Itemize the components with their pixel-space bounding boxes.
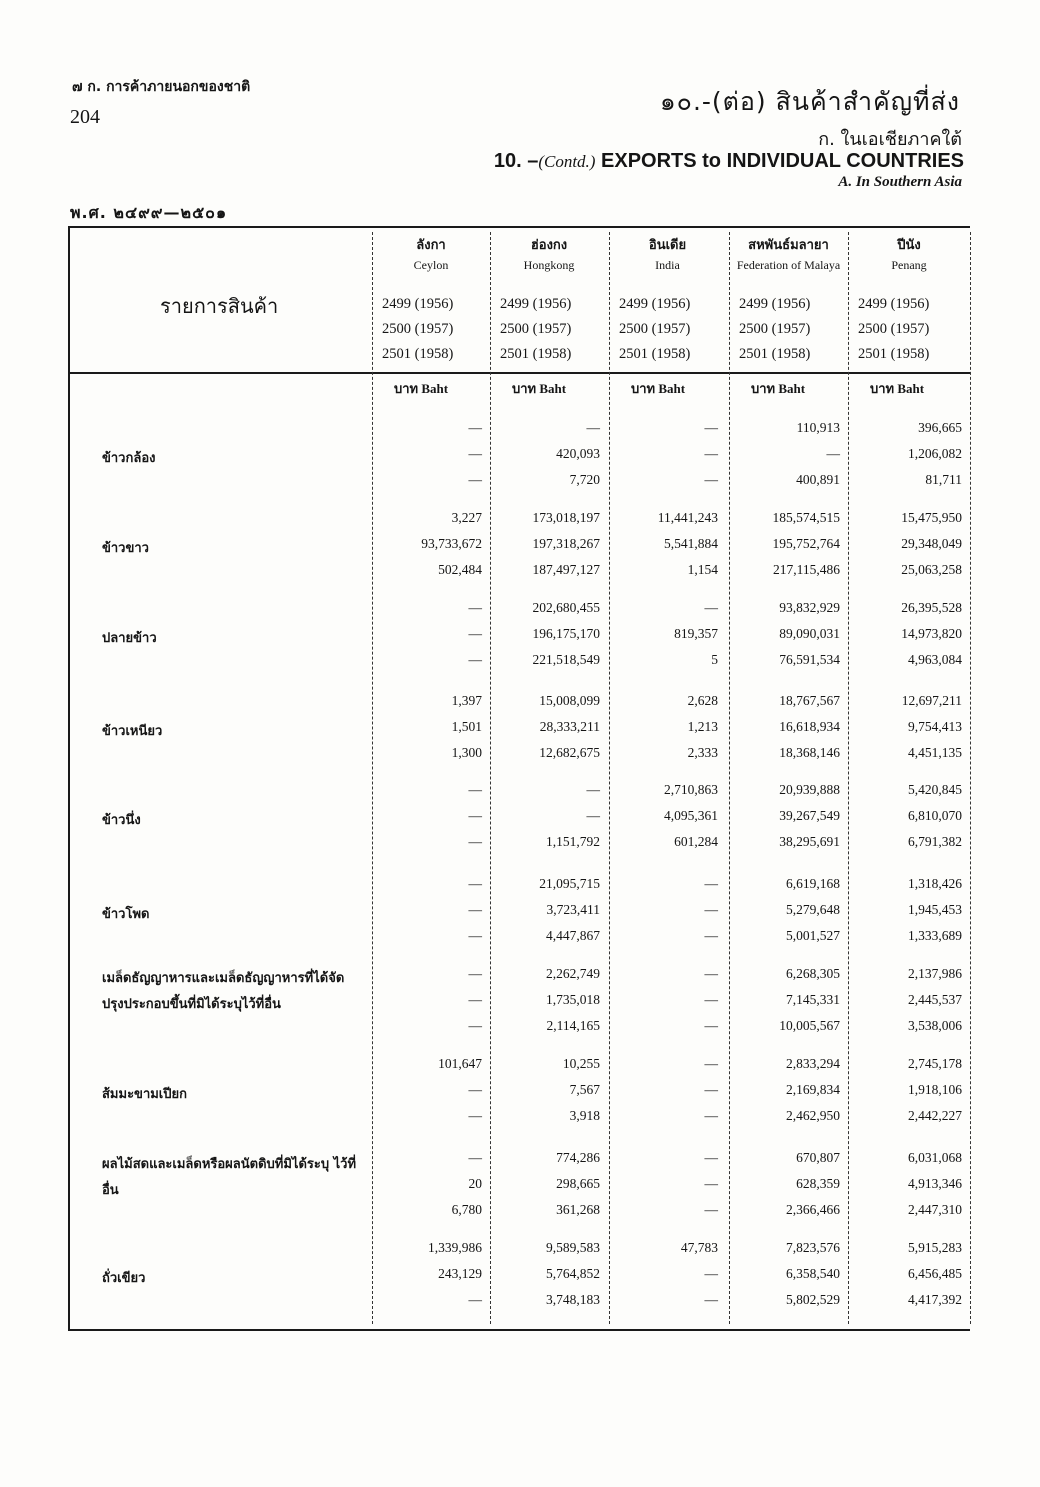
table-cell: — <box>468 876 482 891</box>
year-label: 2501 (1958) <box>500 346 572 362</box>
table-cell: 6,791,382 <box>908 834 962 849</box>
table-cell: 217,115,486 <box>773 562 840 577</box>
commodity-label: ข้าวขาว <box>102 541 149 556</box>
table-cell: — <box>468 1150 482 1165</box>
title-english <box>494 150 964 173</box>
year-label: 2499 (1956) <box>619 296 691 312</box>
year-label: 2499 (1956) <box>500 296 572 312</box>
table-cell: 6,619,168 <box>786 876 840 891</box>
table-cell: 7,145,331 <box>786 992 840 1007</box>
table-cell: — <box>468 626 482 641</box>
table-cell: 1,151,792 <box>546 834 600 849</box>
table-cell: — <box>468 600 482 615</box>
stub-header: รายการสินค้า <box>160 294 279 318</box>
unit-label: บาท Baht <box>512 381 567 396</box>
table-cell: 361,268 <box>556 1202 600 1217</box>
year-label: 2500 (1957) <box>739 321 811 337</box>
table-cell: 1,333,689 <box>908 928 962 943</box>
table-cell: 298,665 <box>556 1176 600 1191</box>
table-cell: 6,810,070 <box>908 808 962 823</box>
table-cell: 110,913 <box>796 420 840 435</box>
table-cell: — <box>704 902 718 917</box>
column-separator <box>970 232 971 1324</box>
table-cell: 400,891 <box>796 472 840 487</box>
table-cell: — <box>704 1202 718 1217</box>
table-cell: 243,129 <box>438 1266 482 1281</box>
section-label: ๗ ก. การค้าภายนอกของชาติ <box>72 79 251 95</box>
table-cell: 25,063,258 <box>901 562 962 577</box>
title-en-contd: (Contd.) <box>538 152 596 171</box>
table-cell: 10,255 <box>562 1056 600 1071</box>
table-cell: 2,442,227 <box>908 1108 962 1123</box>
column-header-thai: ลังกา <box>416 238 446 253</box>
table-cell: 18,767,567 <box>779 693 840 708</box>
table-cell: 4,913,346 <box>908 1176 962 1191</box>
table-cell: 3,538,006 <box>908 1018 962 1033</box>
table-cell: 2,710,863 <box>664 782 718 797</box>
table-cell: 20 <box>468 1176 482 1191</box>
table-cell: 76,591,534 <box>779 652 840 667</box>
table-header-rule <box>68 372 970 374</box>
title-en-text: EXPORTS to INDIVIDUAL COUNTRIES <box>595 150 964 172</box>
table-cell: 2,833,294 <box>786 1056 840 1071</box>
table-cell: 39,267,549 <box>779 808 840 823</box>
table-cell: 5,279,648 <box>786 902 840 917</box>
table-cell: 26,395,528 <box>901 600 962 615</box>
table-cell: 93,832,929 <box>779 600 840 615</box>
table-cell: 4,417,392 <box>908 1292 962 1307</box>
column-header-english: Federation of Malaya <box>736 258 841 272</box>
table-cell: 197,318,267 <box>532 536 600 551</box>
table-cell: 4,451,135 <box>908 745 962 760</box>
table-cell: 819,357 <box>674 626 718 641</box>
table-cell: 774,286 <box>556 1150 600 1165</box>
table-cell: 10,005,567 <box>779 1018 840 1033</box>
table-cell: 2,462,950 <box>786 1108 840 1123</box>
table-cell: 502,484 <box>438 562 482 577</box>
table-cell: 2,745,178 <box>908 1056 962 1071</box>
commodity-label: ผลไม้สดและเมล็ดหรือผลนัตดิบที่มิได้ระบุ ไว้ที่อื่น <box>102 1157 357 1198</box>
table-cell: 5,764,852 <box>546 1266 600 1281</box>
table-cell: 38,295,691 <box>779 834 840 849</box>
table-cell: 1,945,453 <box>908 902 962 917</box>
title-en-number: 10. – <box>493 150 539 172</box>
commodity-label: ปลายข้าว <box>102 631 157 646</box>
table-cell: 2,169,834 <box>786 1082 840 1097</box>
column-header-english: Ceylon <box>413 258 449 272</box>
table-cell: 6,780 <box>451 1202 482 1217</box>
unit-label: บาท Baht <box>394 381 449 396</box>
table-cell: 3,227 <box>451 510 482 525</box>
table-cell: — <box>468 472 482 487</box>
table-cell: 1,735,018 <box>546 992 600 1007</box>
table-cell: 9,589,583 <box>546 1240 600 1255</box>
table-cell: 1,206,082 <box>908 446 962 461</box>
subtitle-english: A. In Southern Asia <box>838 174 962 190</box>
year-label: 2499 (1956) <box>858 296 930 312</box>
table-cell: — <box>586 420 600 435</box>
column-header-thai: สหพันธ์มลายา <box>748 238 829 253</box>
table-cell: 47,783 <box>680 1240 718 1255</box>
table-cell: — <box>468 1108 482 1123</box>
table-cell: 6,358,540 <box>786 1266 840 1281</box>
table-top-rule <box>68 226 970 228</box>
table-cell: 89,090,031 <box>779 626 840 641</box>
column-header-thai: ฮ่องกง <box>530 238 568 253</box>
table-cell: 420,093 <box>556 446 600 461</box>
commodity-label: ข้าวนึ่ง <box>102 813 141 828</box>
table-cell: — <box>468 834 482 849</box>
year-label: 2500 (1957) <box>858 321 930 337</box>
table-cell: 173,018,197 <box>532 510 600 525</box>
table-cell: 5 <box>711 652 718 667</box>
table-cell: 5,802,529 <box>786 1292 840 1307</box>
table-cell: 14,973,820 <box>901 626 962 641</box>
table-cell: 185,574,515 <box>772 510 840 525</box>
year-label: 2500 (1957) <box>382 321 454 337</box>
table-cell: 6,031,068 <box>908 1150 962 1165</box>
table-cell: 5,541,884 <box>664 536 718 551</box>
table-cell: 7,823,576 <box>786 1240 840 1255</box>
table-cell: 21,095,715 <box>539 876 600 891</box>
table-cell: 187,497,127 <box>532 562 600 577</box>
table-cell: 1,213 <box>687 719 718 734</box>
year-label: 2500 (1957) <box>500 321 572 337</box>
table-cell: 3,723,411 <box>546 902 600 917</box>
table-cell: — <box>704 1056 718 1071</box>
table-cell: 81,711 <box>925 472 962 487</box>
table-bottom-rule <box>68 1329 970 1331</box>
table-cell: — <box>468 928 482 943</box>
table-cell: 195,752,764 <box>772 536 840 551</box>
table-cell: 2,366,466 <box>786 1202 840 1217</box>
column-header-english: Penang <box>891 258 927 272</box>
table-cell: 9,754,413 <box>908 719 962 734</box>
table-cell: 3,918 <box>569 1108 600 1123</box>
table-cell: — <box>704 1176 718 1191</box>
commodity-label: ถั่วเขียว <box>102 1271 146 1286</box>
column-header-english: India <box>655 258 680 272</box>
table-cell: — <box>704 446 718 461</box>
table-cell: 3,748,183 <box>546 1292 600 1307</box>
year-label: 2501 (1958) <box>619 346 691 362</box>
table-cell: — <box>704 1082 718 1097</box>
table-cell: — <box>586 782 600 797</box>
table-cell: 18,368,146 <box>779 745 840 760</box>
table-cell: 12,697,211 <box>901 693 962 708</box>
table-cell: 202,680,455 <box>532 600 600 615</box>
table-cell: — <box>704 1108 718 1123</box>
subtitle-thai: ก. ในเอเชียภาคใต้ <box>818 129 962 150</box>
table-cell: 5,420,845 <box>908 782 962 797</box>
table-cell: — <box>704 1292 718 1307</box>
table-cell: 1,318,426 <box>908 876 962 891</box>
year-label: 2501 (1958) <box>739 346 811 362</box>
table-cell: 101,647 <box>438 1056 482 1071</box>
table-cell: 221,518,549 <box>532 652 600 667</box>
table-cell: 1,501 <box>451 719 482 734</box>
commodity-label: ส้มมะขามเปียก <box>102 1087 187 1102</box>
table-cell: — <box>468 1082 482 1097</box>
table-cell: 6,268,305 <box>786 966 840 981</box>
commodity-label: ข้าวโพด <box>102 907 150 922</box>
unit-label: บาท Baht <box>751 381 806 396</box>
table-cell: 15,475,950 <box>901 510 962 525</box>
table-cell: 11,441,243 <box>657 510 718 525</box>
commodity-label: เมล็ดธัญญาหารและเมล็ดธัญญาหารที่ได้จัด ปรุงประกอบขึ้นที่มิได้ระบุไว้ที่อื่น <box>102 971 345 1012</box>
table-cell: 2,333 <box>687 745 718 760</box>
table-cell: 20,939,888 <box>779 782 840 797</box>
table-cell: — <box>468 902 482 917</box>
table-cell: 2,137,986 <box>908 966 962 981</box>
table-cell: — <box>468 1018 482 1033</box>
table-cell: — <box>704 928 718 943</box>
year-label: 2500 (1957) <box>619 321 691 337</box>
table-cell: 15,008,099 <box>539 693 600 708</box>
year-label: 2499 (1956) <box>739 296 811 312</box>
table-cell: — <box>704 1150 718 1165</box>
table-cell: — <box>468 446 482 461</box>
table-cell: 2,447,310 <box>908 1202 962 1217</box>
column-header-english: Hongkong <box>523 258 575 272</box>
title-thai: ๑๐.-(ต่อ) สินค้าสำคัญที่ส่ง <box>659 87 960 116</box>
table-cell: — <box>704 876 718 891</box>
table-cell: 2,628 <box>687 693 718 708</box>
commodity-label: ข้าวกล้อง <box>102 451 156 466</box>
table-cell: 28,333,211 <box>539 719 600 734</box>
table-cell: 196,175,170 <box>532 626 600 641</box>
table-cell: 6,456,485 <box>908 1266 962 1281</box>
table-cell: — <box>704 966 718 981</box>
years-label: พ.ศ. ๒๔๙๙—๒๕๐๑ <box>70 203 228 222</box>
table-cell: 7,567 <box>569 1082 600 1097</box>
table-cell: 1,300 <box>451 745 482 760</box>
table-cell: 4,095,361 <box>664 808 718 823</box>
table-cell: — <box>468 1292 482 1307</box>
table-cell: — <box>704 472 718 487</box>
table-left-rule <box>68 226 70 1331</box>
table-cell: 93,733,672 <box>421 536 482 551</box>
table-cell: — <box>704 1266 718 1281</box>
column-header-thai: ปีนัง <box>897 238 921 253</box>
table-cell: 4,963,084 <box>908 652 962 667</box>
unit-label: บาท Baht <box>870 381 925 396</box>
table-cell: 29,348,049 <box>901 536 962 551</box>
column-header-thai: อินเดีย <box>648 238 687 253</box>
year-label: 2499 (1956) <box>382 296 454 312</box>
table-cell: 2,262,749 <box>546 966 600 981</box>
table-cell: 2,114,165 <box>546 1018 600 1033</box>
year-label: 2501 (1958) <box>858 346 930 362</box>
page-number: 204 <box>70 106 100 128</box>
table-cell: — <box>468 966 482 981</box>
table-cell: 7,720 <box>569 472 600 487</box>
table-cell: — <box>586 808 600 823</box>
table-cell: — <box>468 782 482 797</box>
table-cell: 12,682,675 <box>539 745 600 760</box>
table-cell: — <box>704 992 718 1007</box>
commodity-label: ข้าวเหนียว <box>102 724 163 739</box>
table-cell: 4,447,867 <box>546 928 600 943</box>
table-cell: 2,445,537 <box>908 992 962 1007</box>
table-cell: 396,665 <box>918 420 962 435</box>
table-cell: 5,915,283 <box>908 1240 962 1255</box>
table-cell: — <box>468 420 482 435</box>
table-cell: 1,397 <box>451 693 482 708</box>
table-cell: — <box>468 992 482 1007</box>
table-cell: — <box>704 1018 718 1033</box>
table-cell: 628,359 <box>796 1176 840 1191</box>
table-cell: — <box>704 600 718 615</box>
table-cell: — <box>468 652 482 667</box>
table-cell: — <box>468 808 482 823</box>
table-cell: — <box>826 446 840 461</box>
year-label: 2501 (1958) <box>382 346 454 362</box>
unit-label: บาท Baht <box>631 381 686 396</box>
table-cell: — <box>704 420 718 435</box>
table-cell: 601,284 <box>674 834 718 849</box>
table-cell: 1,154 <box>687 562 718 577</box>
table-cell: 5,001,527 <box>786 928 840 943</box>
table-cell: 1,339,986 <box>428 1240 482 1255</box>
table-cell: 670,807 <box>796 1150 840 1165</box>
table-cell: 16,618,934 <box>779 719 840 734</box>
table-cell: 1,918,106 <box>908 1082 962 1097</box>
